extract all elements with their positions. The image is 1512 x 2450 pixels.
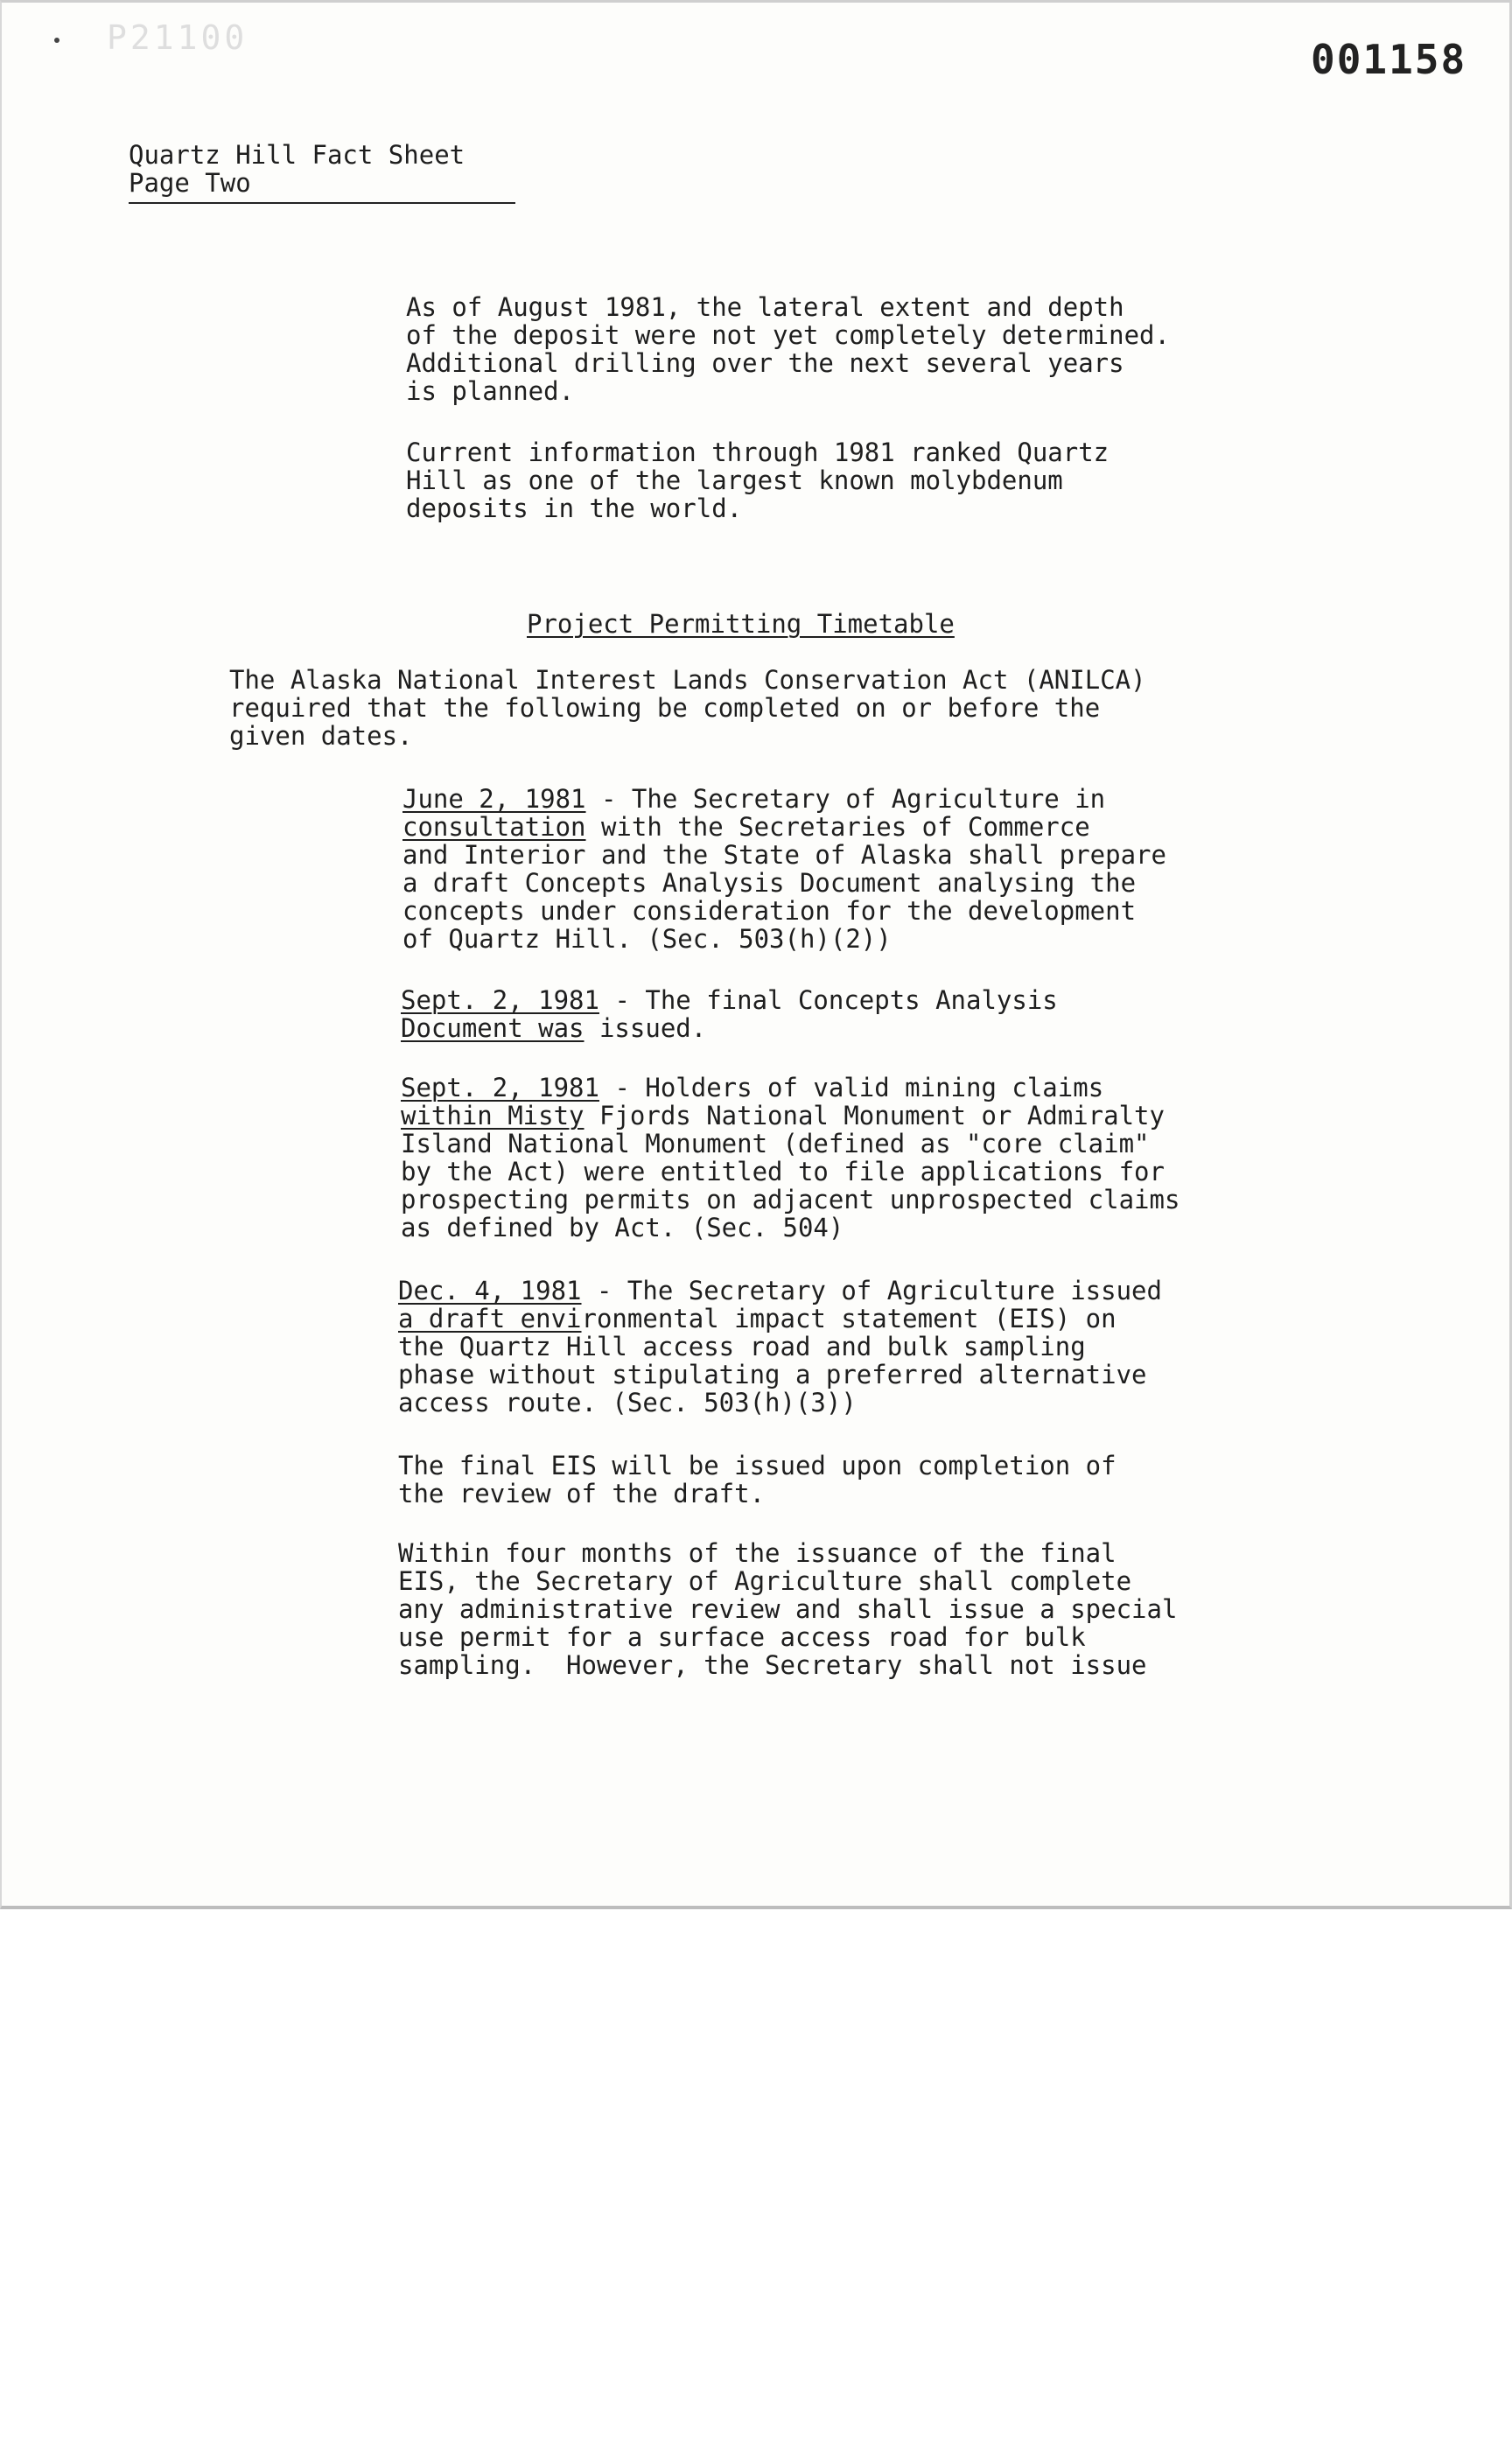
entry-text-underlined: within Misty <box>401 1101 584 1130</box>
entry-text: - The Secretary of Agriculture in <box>585 784 1106 814</box>
entry-date: Sept. 2, 1981 <box>401 985 599 1015</box>
entry-text-underlined: consultation <box>402 812 586 842</box>
paragraph-final-eis: The final EIS will be issued upon completion of the review of the draft. <box>398 1451 1116 1508</box>
timetable-entry <box>402 785 1166 953</box>
header-page-label: Page Two <box>129 168 251 198</box>
entry-text: ronmental impact statement (EIS) on the Quartz Hill access road and bulk sampling phase without stipulating a preferred alternative access route. (Sec. 503(h)(3)) <box>398 1304 1147 1418</box>
section-title: Project Permitting Timetable <box>527 609 955 639</box>
header-divider <box>129 202 515 204</box>
timetable-entry <box>398 1277 1162 1417</box>
entry-date: June 2, 1981 <box>402 784 586 814</box>
scan-mark <box>54 38 60 43</box>
entry-text: with the Secretaries of Commerce and Interior and the State of Alaska shall prepare a draft Concepts Analysis Document analysing the concepts under consideration for the development of Quartz Hill. (Sec. 503(h)(2)) <box>402 812 1166 954</box>
entry-text-underlined: Document was <box>401 1013 584 1043</box>
paragraph-deposit-extent: As of August 1981, the lateral extent and depth of the deposit were not yet completely determined. Additional drilling over the next several years is planned. <box>406 292 1170 406</box>
entry-text: Fjords National Monument or Admiralty Island National Monument (defined as "core claim" by the Act) were entitled to file applications for prospecting permits on adjacent unprospected claims as defined by Act. (Sec. 504) <box>401 1101 1180 1242</box>
entry-text-underlined: a draft envi <box>398 1304 582 1334</box>
faint-stamp-number: P21100 <box>107 18 248 57</box>
timetable-entry <box>401 1074 1180 1242</box>
entry-date: Sept. 2, 1981 <box>401 1073 599 1102</box>
header-title: Quartz Hill Fact Sheet <box>129 140 466 170</box>
entry-text: - Holders of valid mining claims <box>598 1073 1104 1102</box>
paragraph-special-use-permit: Within four months of the issuance of the final EIS, the Secretary of Agriculture shall complete any administrative review and shall issue a special use permit for a surface access road for bulk sampling. However, the Secretary shall not issue <box>398 1538 1178 1680</box>
timetable-entry <box>401 986 1058 1042</box>
paragraph-anilca-intro: The Alaska National Interest Lands Conservation Act (ANILCA) required that the following be completed on or before the given dates. <box>229 665 1146 751</box>
paragraph-deposit-rank: Current information through 1981 ranked Quartz Hill as one of the largest known molybdenum deposits in the world. <box>406 438 1110 523</box>
entry-text: issued. <box>584 1013 707 1043</box>
entry-text: - The final Concepts Analysis <box>598 985 1058 1015</box>
entry-date: Dec. 4, 1981 <box>398 1276 582 1306</box>
entry-text: - The Secretary of Agriculture issued <box>581 1276 1162 1306</box>
document-number: 001158 <box>1311 36 1467 83</box>
page-header <box>129 141 465 197</box>
